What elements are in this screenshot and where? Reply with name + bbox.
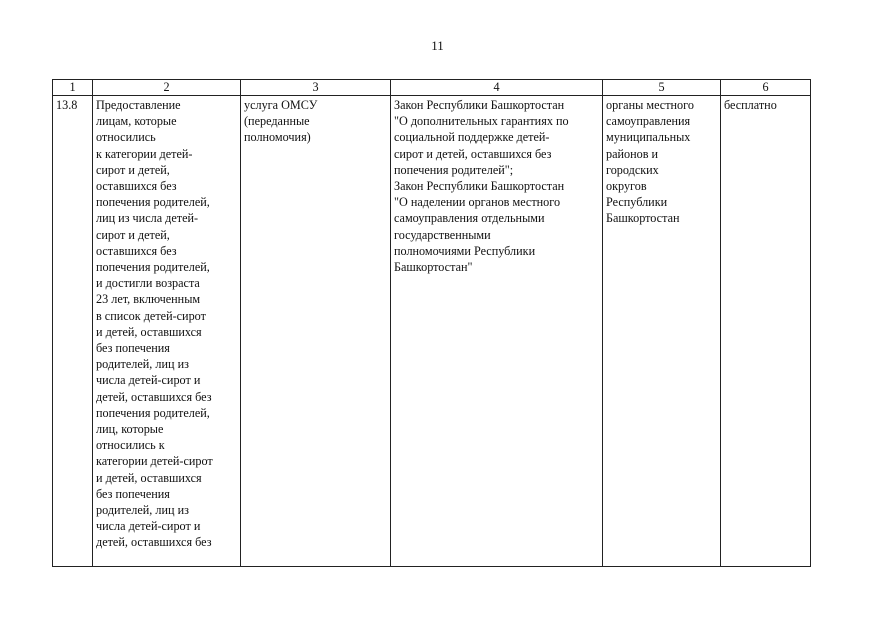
row-number-cell [53,96,93,567]
provider: органы местного самоуправления муниципальных районов и городских округов Республики Башкортостан [606,98,694,226]
cost: бесплатно [724,98,777,112]
description-cell [93,96,241,567]
services-table [52,79,811,567]
service-description: Предоставление лицам, которые относились к категории детей- сирот и детей, оставшихся без попечения родителей, лиц из числа детей- сирот и детей, оставшихся без попечения родителей, и достигли возраста 23 лет, включенным в список детей-сирот и детей, оставшихся без попечения родителей, лиц из числа детей-сирот и детей, оставшихся без попечения родителей, лиц, которые относились к категории детей-сирот и детей, оставшихся без попечения родителей, лиц из числа детей-сирот и детей, оставшихся без [96,98,213,550]
legal-basis-cell [391,96,603,567]
table-header-row [53,80,811,96]
row-number: 13.8 [56,98,78,112]
legal-basis: Закон Республики Башкортостан "О дополнительных гарантиях по социальной поддержке детей- сирот и детей, оставшихся без попечения родителей"; Закон Республики Башкортостан "О наделении органов местного самоуправления отдельными государственными полномочиями Республики Башкортостан" [394,98,569,275]
column-header-1: 1 [53,80,93,96]
service-type-cell [241,96,391,567]
column-header-4: 4 [391,80,603,96]
column-header-3: 3 [241,80,391,96]
table-row [53,96,811,567]
column-header-5: 5 [603,80,721,96]
column-header-6: 6 [721,80,811,96]
column-header-2: 2 [93,80,241,96]
provider-cell [603,96,721,567]
page-number: 11 [431,38,444,53]
cost-cell [721,96,811,567]
service-type: услуга ОМСУ (переданные полномочия) [244,98,318,145]
